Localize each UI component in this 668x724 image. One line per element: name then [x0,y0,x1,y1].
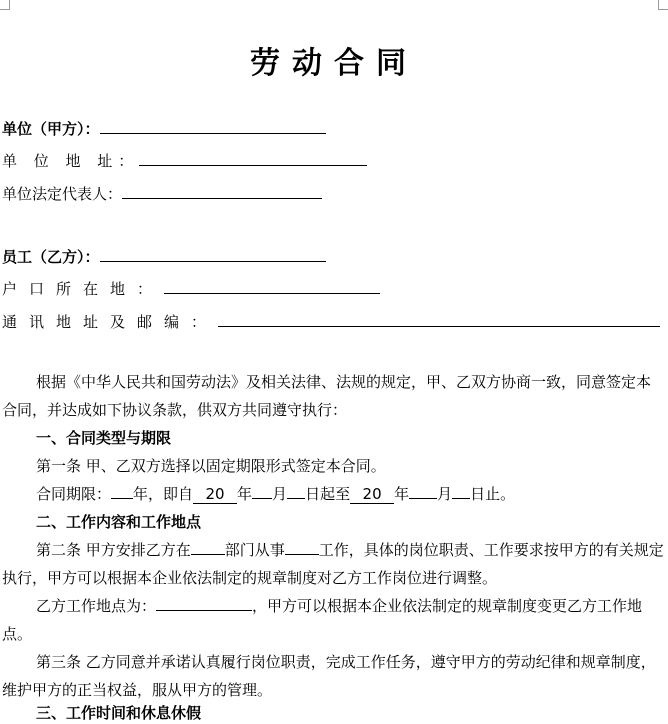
workplace-paragraph [2,592,664,648]
end-month-unit: 月 [437,485,453,503]
party-a-unit-line [2,117,326,140]
start-year-unit: 年 [237,485,253,503]
section-2-heading: 二、工作内容和工作地点 [36,513,202,531]
start-month-field[interactable] [252,498,272,499]
workplace-part-b: ，甲方可以根据本企业依法制定的规章制度变更乙方工作地点。 [2,597,643,643]
period-year-unit: 年，即自 [133,485,194,503]
period-years-field[interactable] [111,498,133,499]
party-a-unit-label: 单位（甲方）： [2,120,100,138]
end-year-field[interactable]: 20 [350,485,394,504]
party-b-employee-line [2,245,326,268]
party-b-hukou-field[interactable] [164,277,380,294]
article-2-part-b: 部门从事 [224,541,285,559]
article-1: 第一条 甲、乙双方选择以固定期限形式签定本合同。 [36,457,386,475]
party-a-rep-line [2,182,322,205]
end-month-field[interactable] [409,498,437,499]
party-b-hukou-line [2,277,380,300]
start-month-unit: 月 [272,485,288,503]
workplace-part-a: 乙方工作地点为： [36,597,157,615]
contract-period-line [36,480,666,508]
period-prefix: 合同期限： [36,485,112,503]
party-a-address-line [2,149,367,172]
job-field[interactable] [285,554,319,555]
end-year-unit: 年 [394,485,410,503]
section-1-heading: 一、合同类型与期限 [36,429,172,447]
article-2-part-c: 工作，具体的岗位职责、工作要求按甲方的有关规定执行，甲方可以根据本企业依法制定的规章制度对乙方工作岗位进行调整。 [2,541,664,587]
article-2-paragraph [2,536,664,592]
party-b-employee-label: 员工（乙方）： [2,248,100,266]
start-day-field[interactable] [287,498,305,499]
article-3-paragraph: 第三条 乙方同意并承诺认真履行岗位职责，完成工作任务，遵守甲方的劳动纪律和规章制度，维护甲方的正当权益，服从甲方的管理。 [2,653,656,699]
party-a-address-label: 单 位 地 址： [2,152,140,170]
party-b-hukou-label: 户口所在地： [2,280,165,298]
party-a-unit-field[interactable] [100,117,326,134]
document-title: 劳动合同 [250,46,418,81]
section-3-heading: 三、工作时间和休息休假 [36,704,202,722]
start-day-unit: 日起至 [305,485,351,503]
end-day-unit: 日止。 [470,485,516,503]
party-b-contact-line [2,310,660,333]
start-year-field[interactable]: 20 [193,485,237,504]
department-field[interactable] [191,554,225,555]
party-b-contact-field[interactable] [218,310,660,327]
article-2-part-a: 第二条 甲方安排乙方在 [36,541,191,559]
page-corner-mark-right [658,0,668,10]
end-day-field[interactable] [452,498,470,499]
intro-paragraph: 根据《中华人民共和国劳动法》及相关法律、法规的规定，甲、乙双方协商一致，同意签定本合同，并达成如下协议条款，供双方共同遵守执行： [2,373,652,419]
party-a-rep-label: 单位法定代表人： [2,185,123,203]
page-corner-mark-left [0,0,10,10]
party-a-rep-field[interactable] [122,182,322,199]
workplace-field[interactable] [156,610,252,611]
party-b-contact-label: 通讯地址及邮编： [2,313,219,331]
party-a-address-field[interactable] [139,149,367,166]
party-b-employee-field[interactable] [100,245,326,262]
